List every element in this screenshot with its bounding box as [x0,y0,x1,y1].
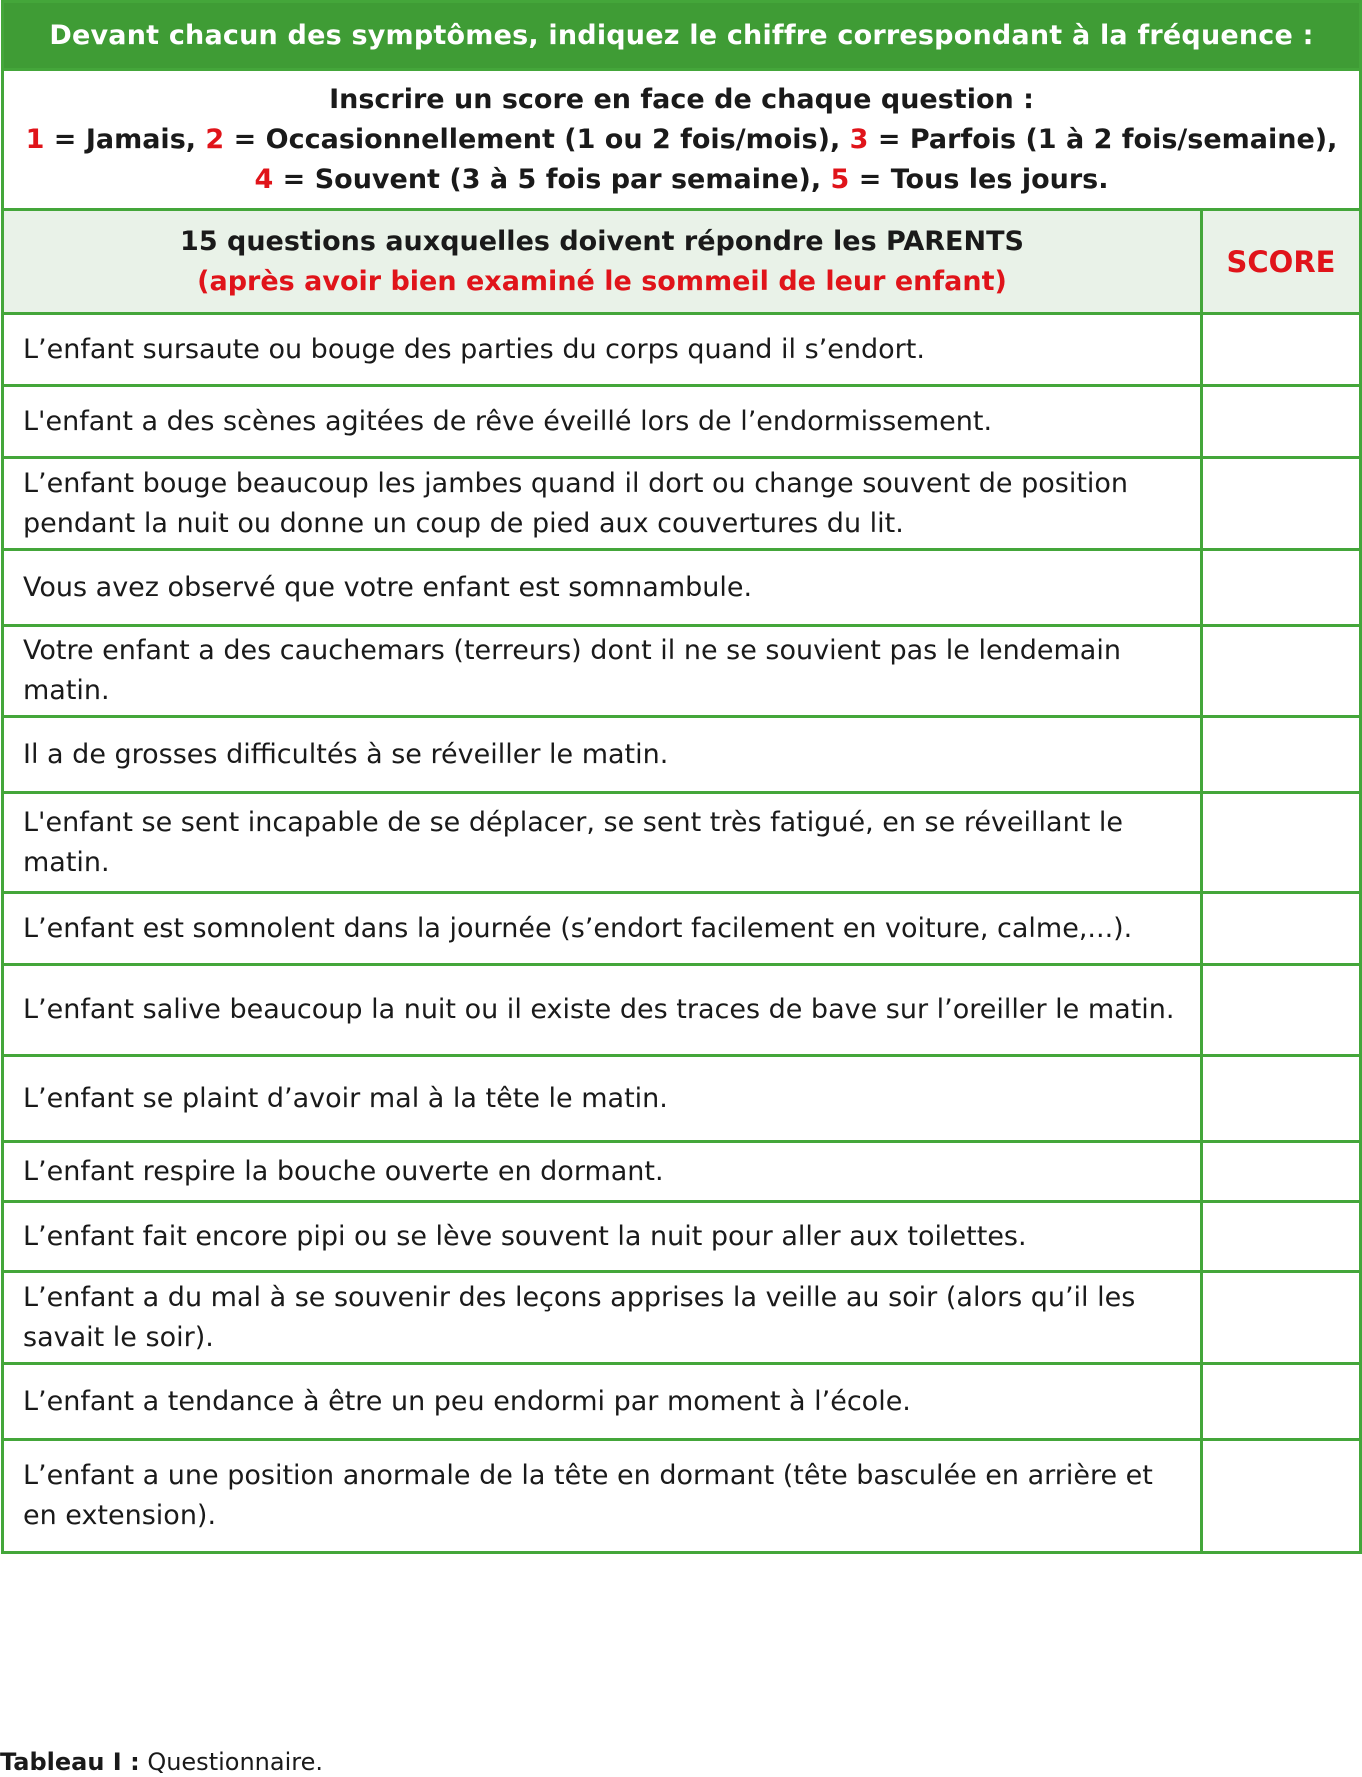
score-cell[interactable] [1202,1440,1361,1553]
legend-num-4: 4 [254,163,274,195]
legend-text-5: = Tous les jours. [849,163,1109,195]
legend-num-3: 3 [849,123,869,155]
score-cell[interactable] [1202,893,1361,965]
questions-column-header [3,210,1202,314]
question-row [3,1440,1361,1553]
legend-text-3: = Parfois (1 à 2 fois/semaine), [868,123,1338,155]
questionnaire-table [1,0,1362,1554]
questions-header-line2: (après avoir bien examiné le sommeil de leur enfant) [197,265,1007,297]
legend-text-2: = Occasionnellement (1 ou 2 fois/mois), [224,123,850,155]
table-caption [0,1748,323,1776]
score-cell[interactable] [1202,386,1361,458]
score-cell[interactable] [1202,717,1361,793]
question-text: L’enfant a tendance à être un peu endormi par moment à l’école. [3,1364,1202,1440]
question-text: L’enfant bouge beaucoup les jambes quand il dort ou change souvent de position pendant la nuit ou donne un coup de pied aux couvertures du lit. [3,458,1202,550]
question-row [3,717,1361,793]
question-row [3,793,1361,893]
legend-intro: Inscrire un score en face de chaque question : [329,83,1034,115]
legend-row [3,70,1361,210]
legend-num-1: 1 [25,123,45,155]
legend-line-1 [10,120,1353,160]
column-header-row [3,210,1361,314]
score-cell[interactable] [1202,1364,1361,1440]
score-cell[interactable] [1202,1202,1361,1272]
question-row [3,1142,1361,1202]
question-text: L’enfant sursaute ou bouge des parties du corps quand il s’endort. [3,314,1202,386]
score-cell[interactable] [1202,1056,1361,1142]
question-row [3,458,1361,550]
question-text: L’enfant a du mal à se souvenir des leçons apprises la veille au soir (alors qu’il les savait le soir). [3,1272,1202,1364]
title-row [3,2,1361,70]
question-text: L'enfant se sent incapable de se déplacer, se sent très fatigué, en se réveillant le matin. [3,793,1202,893]
legend-line-2 [10,160,1353,200]
question-text: Il a de grosses difficultés à se réveiller le matin. [3,717,1202,793]
legend-text-4: = Souvent (3 à 5 fois par semaine), [273,163,831,195]
question-row [3,1272,1361,1364]
score-cell[interactable] [1202,1142,1361,1202]
score-cell[interactable] [1202,1272,1361,1364]
question-text: L’enfant a une position anormale de la tête en dormant (tête basculée en arrière et en extension). [3,1440,1202,1553]
question-text: L’enfant se plaint d’avoir mal à la tête le matin. [3,1056,1202,1142]
question-row [3,1056,1361,1142]
legend-num-5: 5 [830,163,850,195]
question-row [3,893,1361,965]
question-text: L’enfant salive beaucoup la nuit ou il existe des traces de bave sur l’oreiller le matin. [3,965,1202,1056]
score-cell[interactable] [1202,314,1361,386]
question-row [3,550,1361,626]
questions-header-line1: 15 questions auxquelles doivent répondre les PARENTS [180,225,1024,257]
score-cell[interactable] [1202,965,1361,1056]
question-row [3,626,1361,717]
question-text: Vous avez observé que votre enfant est somnambule. [3,550,1202,626]
question-row [3,965,1361,1056]
question-row [3,1364,1361,1440]
caption-label: Tableau I : [0,1748,140,1776]
legend-text-1: = Jamais, [44,123,206,155]
question-text: L’enfant est somnolent dans la journée (s’endort facilement en voiture, calme,...). [3,893,1202,965]
question-row [3,1202,1361,1272]
question-text: L’enfant respire la bouche ouverte en dormant. [3,1142,1202,1202]
question-row [3,386,1361,458]
score-cell[interactable] [1202,550,1361,626]
question-text: L’enfant fait encore pipi ou se lève souvent la nuit pour aller aux toilettes. [3,1202,1202,1272]
legend-num-2: 2 [205,123,225,155]
score-cell[interactable] [1202,458,1361,550]
question-text: Votre enfant a des cauchemars (terreurs) dont il ne se souvient pas le lendemain matin. [3,626,1202,717]
caption-text: Questionnaire. [139,1748,323,1776]
score-cell[interactable] [1202,793,1361,893]
score-cell[interactable] [1202,626,1361,717]
score-legend [3,70,1361,210]
question-row [3,314,1361,386]
question-text: L'enfant a des scènes agitées de rêve éveillé lors de l’endormissement. [3,386,1202,458]
table-title: Devant chacun des symptômes, indiquez le chiffre correspondant à la fréquence : [3,2,1361,70]
score-column-header: SCORE [1202,210,1361,314]
